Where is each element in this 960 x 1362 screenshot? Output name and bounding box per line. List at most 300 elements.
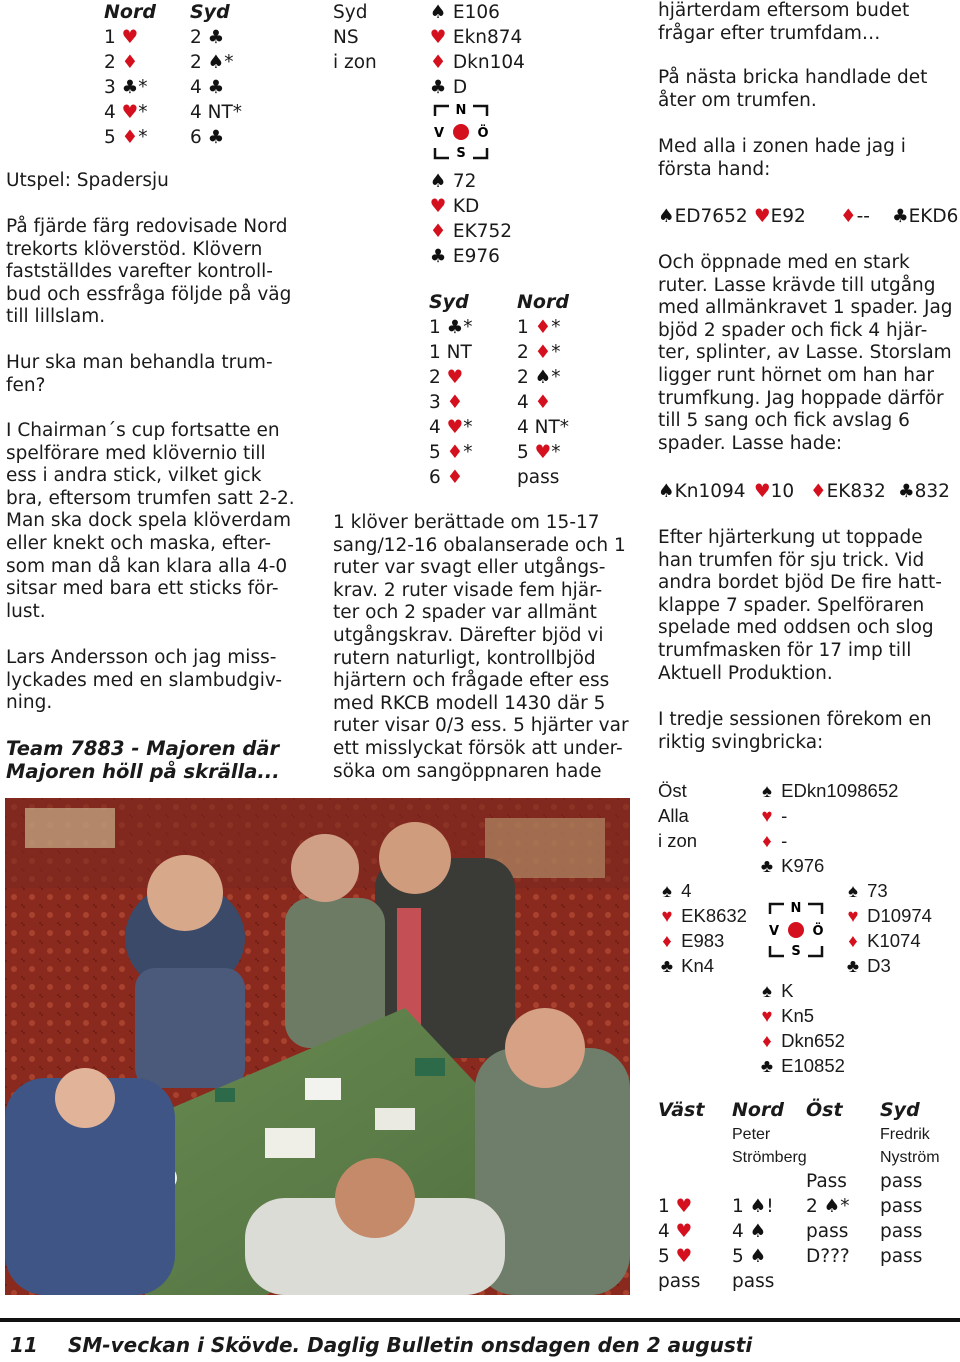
- club-icon: ♣: [660, 955, 674, 976]
- compass-s-label: S: [791, 944, 801, 958]
- text-line: eller knekt och maska, efter-: [6, 532, 272, 554]
- suit-line: [658, 953, 747, 978]
- footer-rule: [0, 1318, 960, 1322]
- compass-s-label: S: [456, 146, 466, 160]
- spade-icon: ♠: [429, 171, 447, 192]
- heart-icon: ♥: [429, 196, 447, 217]
- auction-header-syd: Syd: [429, 291, 469, 313]
- text-line: Med alla i zonen hade jag i: [658, 136, 906, 157]
- suit-line: [844, 928, 932, 953]
- diamond-icon: ♦: [429, 52, 447, 73]
- auction-row: [104, 50, 304, 75]
- bid-cell: [104, 25, 190, 50]
- spade-icon: ♠: [662, 880, 672, 901]
- cards: Ekn874: [447, 27, 523, 48]
- section-heading: [6, 737, 306, 783]
- bid-cell: [732, 1194, 806, 1219]
- text-line: rutern naturligt, kontrollbjöd: [333, 647, 596, 669]
- bid-cell: [190, 75, 276, 100]
- paragraph-c3-4: [658, 252, 956, 455]
- cards: -: [776, 830, 788, 851]
- club-icon: ♣: [429, 77, 447, 98]
- player-name: Strömberg: [732, 1149, 807, 1166]
- compass-v-label: V: [768, 924, 780, 939]
- auction-row: [429, 465, 629, 490]
- north-hand-2: [758, 778, 898, 878]
- text-line: som man då kan klara alla 4-0: [6, 555, 288, 577]
- auction-row: [658, 1169, 958, 1194]
- cards: K976: [776, 855, 825, 876]
- text-line: ter och 2 spader var allmänt: [333, 602, 597, 624]
- bid-cell: [429, 440, 517, 465]
- text-line: med RKCB modell 1430 där 5: [333, 692, 606, 714]
- text-line: sang/12-16 obalanserade och 1: [333, 534, 626, 556]
- bid-level: 5: [517, 442, 529, 463]
- bid-cell: [429, 390, 517, 415]
- text-line: ning.: [6, 692, 53, 714]
- cards: EKD6: [908, 206, 959, 227]
- text-line: 1 klöver berättade om 15-17: [333, 512, 600, 533]
- compass-o-label: Ö: [477, 126, 489, 141]
- auction-header-syd: Syd: [190, 1, 230, 23]
- auction-row: [658, 1194, 958, 1219]
- bid-mark: *: [551, 367, 561, 388]
- compass-n-label: N: [455, 104, 467, 118]
- auction-header-nord: Nord: [517, 291, 569, 313]
- east-hand-2: [844, 878, 932, 978]
- text-line: sitsar med bara ett sticks för-: [6, 578, 279, 600]
- text-line: ess i andra stick, vilket gick: [6, 465, 262, 487]
- heart-icon: ♥: [661, 905, 673, 926]
- bid-level: 4: [658, 1221, 676, 1242]
- bid-level: 2: [104, 52, 116, 73]
- bid-cell: [429, 465, 517, 490]
- suit-icon: ♦: [528, 392, 552, 413]
- bid-level: 4: [190, 77, 202, 98]
- text-line: ruter. Lasse krävde till utgång: [658, 274, 936, 296]
- bid-level: 2: [806, 1196, 824, 1217]
- bid-level: 4: [732, 1221, 750, 1242]
- cards: EDkn1098652: [776, 780, 899, 801]
- text-line: På fjärde färg redovisade Nord: [6, 216, 288, 237]
- text-line: Aktuell Produktion.: [658, 662, 833, 684]
- bid-cell: Pass: [806, 1171, 847, 1192]
- auction-row: [429, 440, 629, 465]
- suit-icon: ♥: [115, 27, 139, 48]
- text-line: första hand:: [658, 158, 771, 180]
- text-line: Efter hjärterkung ut toppade: [658, 527, 923, 548]
- club-icon: ♣: [846, 955, 860, 976]
- bid-cell: pass: [880, 1196, 923, 1217]
- suit-icon: ♦: [115, 127, 139, 148]
- paragraph-c3-6: [658, 709, 956, 754]
- suit-icon: ♦: [528, 342, 552, 363]
- hand-suit: [840, 206, 892, 229]
- hand-line-1: [658, 206, 959, 229]
- bid-mark: *: [551, 442, 561, 463]
- suit-line: [429, 25, 525, 50]
- bid-cell: [190, 25, 276, 50]
- bid-cell: [104, 100, 190, 125]
- spade-icon: ♠: [749, 1196, 767, 1217]
- text-line: fen?: [6, 374, 46, 396]
- suit-icon: ♣: [201, 77, 225, 98]
- text-line: spelförare med klövernio till: [6, 442, 266, 464]
- suit-icon: ♥: [440, 417, 464, 438]
- auction-row: [429, 415, 629, 440]
- text-line: klappe 7 spader. Spelföraren: [658, 594, 925, 616]
- cards: --: [856, 206, 870, 227]
- photo-illustration: [5, 798, 630, 1295]
- diamond-icon: ♦: [762, 830, 772, 851]
- auction-table-2: [429, 290, 629, 490]
- text-line: hjärtern och frågade efter ess: [333, 670, 610, 692]
- cards: D10974: [862, 905, 932, 926]
- cards: Kn1094: [674, 481, 746, 502]
- heart-icon: ♥: [847, 905, 859, 926]
- bid-cell: pass: [658, 1271, 701, 1292]
- heading-line: Majoren höll på skrälla...: [6, 760, 280, 783]
- bid-level: 4 NT*: [190, 102, 243, 123]
- bid-level: 2: [190, 52, 202, 73]
- suit-icon: ♣: [440, 317, 464, 338]
- hand-suit: [658, 206, 754, 229]
- cards: D: [447, 77, 468, 98]
- auction-header-nord: Nord: [104, 1, 156, 23]
- heart-icon: ♥: [761, 805, 773, 826]
- cards: K1074: [862, 930, 921, 951]
- text-line: ter, splinter, av Lasse. Storslam: [658, 342, 952, 364]
- cards: E106: [447, 2, 500, 23]
- cards: Kn4: [676, 955, 715, 976]
- hand-suit: [754, 206, 840, 229]
- text-line: lyckades med en slambudgiv-: [6, 669, 283, 691]
- text-line: I Chairman´s cup fortsatte en: [6, 420, 280, 441]
- text-line: Man ska dock spela klöverdam: [6, 510, 291, 532]
- bid-cell: [429, 340, 517, 365]
- bid-cell: [517, 465, 605, 490]
- bridge-players-photo: [5, 798, 630, 1295]
- bid-level: 1 NT: [429, 342, 472, 363]
- text-line: bra, eftersom trumfen satt 2-2.: [6, 487, 295, 509]
- club-icon: ♣: [760, 855, 774, 876]
- auction-row: [104, 100, 304, 125]
- auction-header-nord: Nord: [732, 1099, 784, 1121]
- heart-icon: ♥: [429, 27, 447, 48]
- cards: EK752: [447, 221, 513, 242]
- paragraph-4: [6, 647, 302, 715]
- bid-cell: [517, 390, 605, 415]
- bid-cell: pass: [880, 1171, 923, 1192]
- bid-cell: [517, 365, 605, 390]
- suit-icon: ♦: [440, 392, 464, 413]
- text-line: spelade med oddsen och slog: [658, 617, 934, 639]
- auction-header-syd: Syd: [880, 1099, 920, 1121]
- south-hand-1: [429, 169, 512, 269]
- cards: 4: [676, 880, 692, 901]
- club-icon: ♣: [892, 206, 909, 227]
- cards: 72: [447, 171, 477, 192]
- info-line: Öst: [658, 780, 687, 801]
- heading-line: Team 7883 - Majoren där: [6, 737, 280, 760]
- text-line: bud och essfråga följde på väg: [6, 283, 292, 305]
- text-line: Hur ska man behandla trum-: [6, 352, 273, 373]
- cards: K: [776, 980, 794, 1001]
- bid-level: 5: [429, 442, 441, 463]
- paragraph-col2: [333, 512, 629, 783]
- paragraph-3: [6, 420, 302, 623]
- cards: -: [776, 805, 788, 826]
- auction-row: [658, 1269, 958, 1294]
- suit-icon: ♦: [528, 317, 552, 338]
- suit-line: [658, 928, 747, 953]
- spade-icon: ♠: [658, 206, 675, 227]
- player-name: Peter: [732, 1126, 771, 1143]
- bid-cell: D???: [806, 1246, 850, 1267]
- bid-cell: pass: [880, 1246, 923, 1267]
- auction-table-1: [104, 0, 304, 150]
- auction-header-öst: Öst: [806, 1099, 843, 1121]
- spade-icon: ♠: [429, 2, 447, 23]
- bid-level: 4: [517, 392, 529, 413]
- suit-line: [429, 50, 525, 75]
- compass-2: [764, 902, 828, 965]
- heart-icon: ♥: [761, 1005, 773, 1026]
- bid-level: 5: [658, 1246, 676, 1267]
- text-line: ligger runt hörnet om han har: [658, 364, 934, 386]
- player-names-row: [658, 1146, 958, 1169]
- text-line: trumfkung. Jag hoppade därför: [658, 387, 944, 409]
- paragraph-1: [6, 216, 302, 329]
- south-hand-2: [758, 978, 845, 1078]
- bid-mark: *: [840, 1196, 850, 1217]
- hand-suit: [810, 481, 898, 504]
- hand-row: [658, 206, 959, 229]
- text-line: fastställdes varefter kontroll-: [6, 261, 273, 283]
- paragraph-c3-1: [658, 0, 956, 45]
- suit-icon: ♠: [528, 367, 552, 388]
- suit-line: [758, 1028, 845, 1053]
- cards: Dkn104: [447, 52, 525, 73]
- text-line: ruter var svagt eller utgångs-: [333, 557, 606, 579]
- bid-level: 2: [429, 367, 441, 388]
- suit-icon: ♠: [201, 52, 225, 73]
- cards: Dkn652: [776, 1030, 845, 1051]
- deal-info-2: [658, 778, 697, 853]
- suit-line: [758, 853, 898, 878]
- hand-line-2: [658, 481, 956, 504]
- footer-title: SM-veckan i Skövde. Daglig Bulletin onsdagen den 2 augusti: [68, 1333, 753, 1357]
- auction-table-3: [658, 1098, 958, 1294]
- suit-line: [429, 75, 525, 100]
- text-line: Lars Andersson och jag miss-: [6, 647, 277, 668]
- info-line: Alla: [658, 805, 689, 826]
- bid-level: 4: [104, 102, 116, 123]
- paragraph-2: [6, 352, 302, 397]
- suit-line: [844, 953, 932, 978]
- spade-icon: ♠: [848, 880, 858, 901]
- suit-line: [429, 244, 512, 269]
- diamond-icon: ♦: [662, 930, 672, 951]
- auction-row: [429, 390, 629, 415]
- bid-cell: [517, 415, 605, 440]
- compass-1: [429, 104, 493, 167]
- bid-mark: !: [766, 1196, 774, 1217]
- bid-cell: pass: [806, 1221, 849, 1242]
- suit-line: [429, 0, 525, 25]
- cards: EK832: [826, 481, 886, 502]
- club-icon: ♣: [760, 1055, 774, 1076]
- page-number: 11: [10, 1333, 38, 1357]
- suit-icon: ♣: [201, 27, 225, 48]
- text-line: till lillslam.: [6, 306, 106, 328]
- text-line: riktig svingbricka:: [658, 731, 824, 753]
- bid-level: 6: [429, 467, 441, 488]
- suit-icon: ♥: [115, 102, 139, 123]
- bid-cell: [658, 1194, 732, 1219]
- diamond-icon: ♦: [762, 1030, 772, 1051]
- diamond-icon: ♦: [848, 930, 858, 951]
- suit-icon: ♣: [115, 77, 139, 98]
- cards: D3: [862, 955, 891, 976]
- bid-mark: *: [224, 52, 234, 73]
- bid-cell: [104, 75, 190, 100]
- auction-row: [429, 340, 629, 365]
- text-line: med allmänkravet 1 spader. Jag: [658, 297, 953, 319]
- text-line: krav. 2 ruter visade fem hjär-: [333, 579, 603, 601]
- cards: EK8632: [676, 905, 747, 926]
- spade-icon: ♠: [762, 980, 772, 1001]
- bid-mark: *: [551, 342, 561, 363]
- bid-mark: *: [463, 442, 473, 463]
- suit-line: [758, 803, 898, 828]
- suit-line: [758, 1053, 845, 1078]
- compass-v-label: V: [433, 126, 445, 141]
- suit-icon: ♦: [440, 442, 464, 463]
- auction-row: [658, 1219, 958, 1244]
- club-icon: ♣: [898, 481, 915, 502]
- suit-line: [844, 878, 932, 903]
- bid-cell: [732, 1244, 806, 1269]
- bid-level: 3: [104, 77, 116, 98]
- bid-level: 1: [517, 317, 529, 338]
- text-line: frågar efter trumfdam…: [658, 22, 881, 44]
- paragraph-c3-3: [658, 136, 956, 181]
- bid-cell: [190, 125, 276, 150]
- hand-row: [658, 481, 956, 504]
- bid-level: 1: [429, 317, 441, 338]
- text-line: Och öppnade med en stark: [658, 252, 910, 273]
- text-line: I tredje sessionen förekom en: [658, 709, 932, 730]
- bid-cell: [517, 315, 605, 340]
- suit-line: [429, 169, 512, 194]
- text-line: hjärterdam eftersom budet: [658, 0, 910, 21]
- suit-line: [758, 1003, 845, 1028]
- bid-level: 3: [429, 392, 441, 413]
- spade-icon: ♠: [658, 481, 675, 502]
- bid-level: pass: [517, 467, 560, 488]
- heart-icon: ♥: [675, 1196, 693, 1217]
- bid-level: 2: [517, 342, 529, 363]
- suit-line: [758, 978, 845, 1003]
- bid-level: 1: [104, 27, 116, 48]
- text-line: ruter visar 0/3 ess. 5 hjärter var: [333, 715, 629, 737]
- auction-row: [104, 75, 304, 100]
- bid-cell: pass: [880, 1221, 923, 1242]
- text-line: till 5 sang och fick avslag 6: [658, 410, 910, 432]
- cards: 10: [770, 481, 795, 502]
- text-line: bjöd 2 spader och fick 4 hjär-: [658, 319, 928, 341]
- spade-icon: ♠: [762, 780, 772, 801]
- club-icon: ♣: [429, 246, 447, 267]
- cards: E976: [447, 246, 500, 267]
- text-line: han trumfen för sju trick. Vid: [658, 549, 925, 571]
- bid-cell: [517, 440, 605, 465]
- player-name: Nyström: [880, 1149, 940, 1166]
- bid-cell: [429, 315, 517, 340]
- west-hand-2: [658, 878, 747, 978]
- player-name: Fredrik: [880, 1126, 930, 1143]
- suit-icon: ♦: [115, 52, 139, 73]
- suit-line: [758, 828, 898, 853]
- bid-level: 2: [517, 367, 529, 388]
- lead-text: Utspel: Spadersju: [6, 170, 169, 191]
- spade-icon: ♠: [749, 1246, 767, 1267]
- text-line: spader. Lasse hade:: [658, 432, 843, 454]
- bid-cell: pass: [732, 1271, 775, 1292]
- suit-line: [429, 194, 512, 219]
- auction-row: [104, 125, 304, 150]
- auction-row: [658, 1244, 958, 1269]
- compass-n-label: N: [790, 902, 802, 916]
- text-line: söka om sangöppnaren hade: [333, 760, 602, 782]
- text-line: ett misslyckat försök att under-: [333, 737, 623, 759]
- suit-icon: ♥: [440, 367, 464, 388]
- heart-icon: ♥: [675, 1221, 693, 1242]
- bid-level: 1: [658, 1196, 676, 1217]
- hand-suit: [658, 481, 754, 504]
- bid-cell: [429, 365, 517, 390]
- info-line: i zon: [658, 830, 698, 851]
- bid-mark: *: [138, 102, 148, 123]
- suit-icon: ♣: [201, 127, 225, 148]
- bid-cell: [517, 340, 605, 365]
- info-line: i zon: [333, 52, 377, 73]
- suit-icon: ♦: [440, 467, 464, 488]
- bid-cell: [658, 1244, 732, 1269]
- hand-suit: [898, 481, 956, 504]
- auction-row: [429, 365, 629, 390]
- bid-level: 4: [429, 417, 441, 438]
- spade-icon: ♠: [823, 1196, 841, 1217]
- hand-suit: [754, 481, 810, 504]
- text-line: På nästa bricka handlade det: [658, 67, 928, 88]
- text-line: trekorts klöverstöd. Klövern: [6, 238, 263, 260]
- hand-suit: [892, 206, 959, 229]
- bid-level: 2: [190, 27, 202, 48]
- spade-icon: ♠: [749, 1221, 767, 1242]
- bid-cell: [732, 1219, 806, 1244]
- cards: E92: [770, 206, 806, 227]
- north-hand-1: [429, 0, 525, 100]
- cards: E10852: [776, 1055, 845, 1076]
- diamond-icon: ♦: [810, 481, 827, 502]
- suit-line: [658, 903, 747, 928]
- footer: [10, 1333, 752, 1357]
- heart-icon: ♥: [675, 1246, 693, 1267]
- diamond-icon: ♦: [429, 221, 447, 242]
- bid-level: 5: [732, 1246, 750, 1267]
